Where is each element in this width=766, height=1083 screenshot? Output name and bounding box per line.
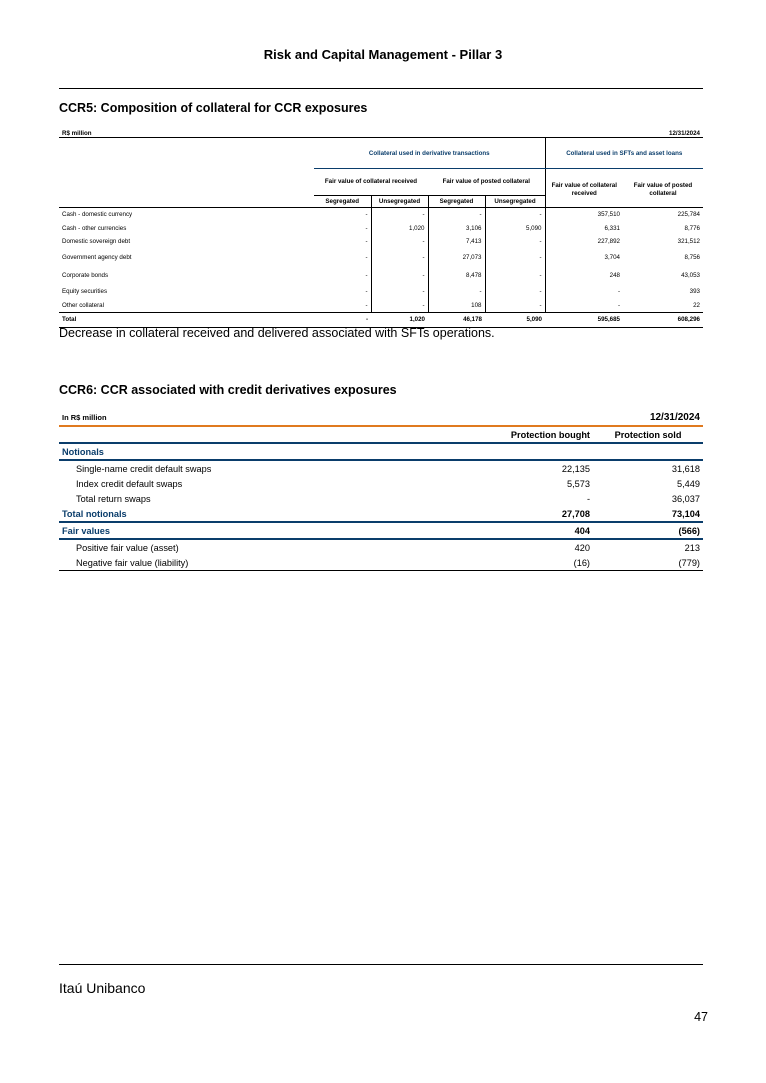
- cell: 22,135: [561, 463, 590, 474]
- cell: -: [428, 208, 485, 222]
- segregated-header: Segregated: [314, 196, 371, 208]
- page-number: 47: [694, 1010, 708, 1024]
- row-label: Total return swaps: [76, 493, 151, 504]
- ccr6-date: 12/31/2024: [649, 412, 700, 423]
- cell: -: [314, 312, 371, 327]
- cell: 27,708: [561, 508, 590, 519]
- table-row: [59, 208, 703, 222]
- cell: 3,704: [545, 249, 623, 267]
- cell: 1,020: [371, 312, 428, 327]
- cell: 8,776: [684, 224, 700, 232]
- cell: -: [485, 249, 545, 267]
- cell: -: [545, 285, 623, 299]
- row-label: Corporate bonds: [62, 272, 109, 280]
- cell: -: [365, 224, 368, 232]
- cell: 31,618: [671, 463, 700, 474]
- cell: 43,053: [681, 272, 700, 280]
- table-row: [59, 285, 703, 299]
- cell: 5,090: [485, 312, 545, 327]
- cell: 36,037: [671, 493, 700, 504]
- protection-sold-header: Protection sold: [614, 429, 682, 440]
- cell: (566): [678, 525, 700, 536]
- cell: -: [545, 298, 623, 312]
- table-row: [59, 539, 703, 555]
- row-label: Single-name credit default swaps: [76, 463, 212, 474]
- cell: 248: [545, 267, 623, 285]
- cell: 3,106: [428, 222, 485, 236]
- cell: 1,020: [371, 222, 428, 236]
- cell: (779): [678, 557, 700, 568]
- cell: -: [365, 301, 368, 309]
- row-label: Other collateral: [62, 301, 104, 309]
- cell: 227,892: [545, 235, 623, 249]
- ccr5-unit: R$ million: [62, 130, 92, 137]
- cell: -: [485, 298, 545, 312]
- cell: -: [371, 249, 428, 267]
- row-label: Fair values: [62, 525, 111, 536]
- cell: -: [371, 298, 428, 312]
- table-row: [59, 555, 703, 571]
- segregated-header: Segregated: [428, 196, 485, 208]
- footer-divider: [59, 964, 703, 965]
- ccr5-table: [59, 130, 703, 328]
- cell: 27,073: [428, 249, 485, 267]
- cell: -: [365, 288, 368, 296]
- cell: -: [485, 208, 545, 222]
- notionals-label: Notionals: [62, 446, 104, 457]
- fv-received-sft-header: Fair value of collateral received: [545, 169, 623, 208]
- group-sfts-header: Collateral used in SFTs and asset loans: [545, 138, 703, 169]
- protection-bought-header: Protection bought: [510, 429, 590, 440]
- table-row: [59, 298, 703, 312]
- table-row: [59, 235, 703, 249]
- header-divider: [59, 88, 703, 89]
- cell: 5,449: [677, 478, 700, 489]
- ccr5-comment: Decrease in collateral received and delivered associated with SFTs operations.: [59, 326, 495, 340]
- group-derivatives-header: Collateral used in derivative transactions: [314, 138, 545, 169]
- cell: -: [371, 208, 428, 222]
- table-row: [59, 249, 703, 267]
- cell: -: [485, 267, 545, 285]
- table-row: [59, 476, 703, 491]
- cell: 225,784: [677, 211, 700, 219]
- total-row: [59, 522, 703, 539]
- cell: -: [365, 254, 368, 262]
- cell: -: [365, 272, 368, 280]
- row-label: Domestic sovereign debt: [62, 238, 131, 246]
- row-label: Government agency debt: [62, 254, 132, 262]
- fv-posted-sft-header: Fair value of posted collateral: [623, 169, 703, 208]
- row-label: Cash - domestic currency: [62, 211, 133, 219]
- cell: (16): [573, 557, 590, 568]
- table-row: [59, 267, 703, 285]
- ccr6-unit: In R$ million: [62, 413, 107, 422]
- cell: 5,090: [485, 222, 545, 236]
- cell: 404: [574, 525, 590, 536]
- row-label: Equity securities: [62, 288, 108, 296]
- cell: 108: [428, 298, 485, 312]
- row-label: Positive fair value (asset): [76, 542, 179, 553]
- cell: -: [485, 285, 545, 299]
- cell: 608,296: [623, 312, 703, 327]
- cell: -: [371, 285, 428, 299]
- cell: 8,756: [684, 254, 700, 262]
- cell: -: [428, 285, 485, 299]
- row-label: Cash - other currencies: [62, 224, 127, 232]
- row-label: Index credit default swaps: [76, 478, 183, 489]
- fv-received-header: Fair value of collateral received: [324, 178, 418, 186]
- cell: 46,178: [428, 312, 485, 327]
- unsegregated-header: Unsegregated: [371, 196, 428, 208]
- cell: 6,331: [545, 222, 623, 236]
- page-header-title: Risk and Capital Management - Pillar 3: [263, 47, 503, 62]
- fv-posted-header: Fair value of posted collateral: [442, 178, 530, 186]
- cell: 321,512: [677, 238, 700, 246]
- cell: -: [485, 235, 545, 249]
- ccr5-title: CCR5: Composition of collateral for CCR exposures: [59, 101, 368, 115]
- row-label: Total notionals: [62, 508, 127, 519]
- ccr5-date: 12/31/2024: [669, 130, 700, 137]
- cell: 357,510: [545, 208, 623, 222]
- ccr6-table: [59, 410, 703, 571]
- cell: -: [371, 267, 428, 285]
- cell: 393: [689, 288, 700, 296]
- ccr6-title: CCR6: CCR associated with credit derivatives exposures: [59, 383, 397, 397]
- cell: 595,685: [545, 312, 623, 327]
- cell: 213: [684, 542, 700, 553]
- cell: 22: [693, 301, 700, 309]
- cell: 5,573: [567, 478, 590, 489]
- row-label: Negative fair value (liability): [76, 557, 189, 568]
- cell: -: [371, 235, 428, 249]
- cell: 8,478: [428, 267, 485, 285]
- cell: 73,104: [671, 508, 700, 519]
- cell: -: [365, 238, 368, 246]
- table-row: [59, 491, 703, 506]
- cell: 7,413: [428, 235, 485, 249]
- row-label: Total: [59, 312, 314, 327]
- cell: -: [365, 211, 368, 219]
- cell: -: [586, 493, 590, 504]
- footer-company-name: Itaú Unibanco: [59, 980, 146, 996]
- unsegregated-header: Unsegregated: [485, 196, 545, 208]
- table-row: [59, 222, 703, 236]
- table-row: [59, 460, 703, 476]
- cell: 420: [574, 542, 590, 553]
- total-row: [59, 506, 703, 522]
